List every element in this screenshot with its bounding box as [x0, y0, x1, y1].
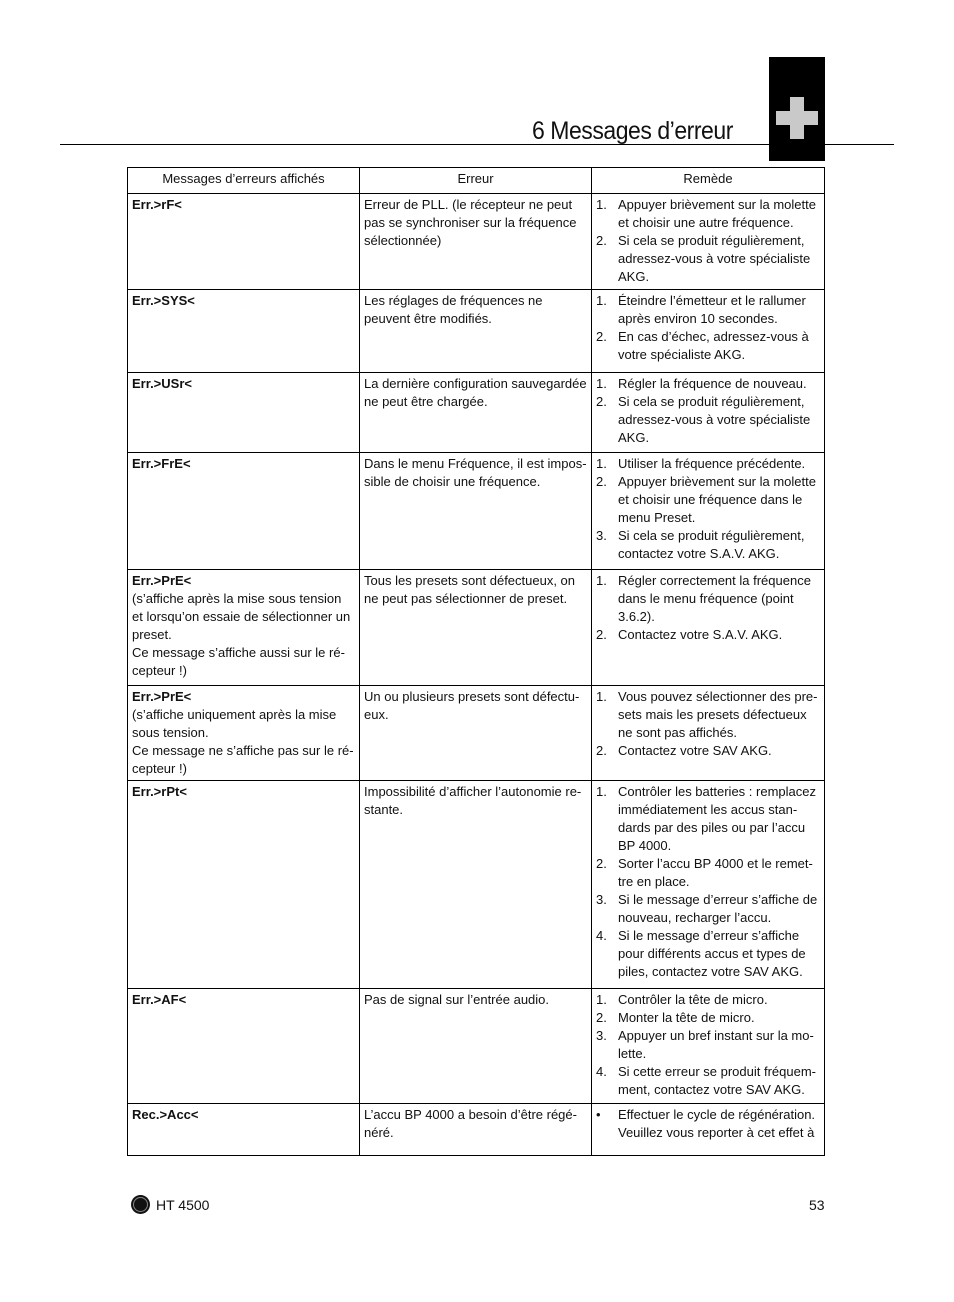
table-row	[128, 570, 825, 686]
step-number: 2.	[596, 329, 607, 344]
message-cell	[128, 1104, 360, 1156]
step-text: Contrôler les batteries : remplacez immédiatement les accus stan-dards par des piles ou par l’accu BP 4000.	[618, 784, 816, 853]
step-number: 2.	[596, 1010, 607, 1025]
error-code: Err.>rF<	[132, 197, 182, 212]
remedy-step	[596, 375, 820, 393]
remedy-list	[596, 292, 820, 364]
remedy-step	[596, 688, 820, 742]
step-number: 1.	[596, 197, 607, 212]
remedy-list	[596, 375, 820, 447]
message-cell	[128, 686, 360, 781]
remedy-step	[596, 1106, 820, 1142]
step-number: 3.	[596, 1028, 607, 1043]
message-cell	[128, 373, 360, 453]
remedy-cell	[592, 781, 825, 989]
table-row	[128, 290, 825, 373]
remedy-step	[596, 393, 820, 447]
remedy-step	[596, 232, 820, 286]
step-number: 1.	[596, 456, 607, 471]
step-text: Effectuer le cycle de régénération. Veuillez vous reporter à cet effet à	[618, 1107, 816, 1140]
remedy-list	[596, 688, 820, 760]
error-code: Err.>SYS<	[132, 293, 195, 308]
step-number: 2.	[596, 233, 607, 248]
message-cell	[128, 453, 360, 570]
table-row	[128, 194, 825, 290]
step-number: 3.	[596, 528, 607, 543]
remedy-step	[596, 927, 820, 981]
step-number: 2.	[596, 627, 607, 642]
remedy-cell	[592, 989, 825, 1104]
step-number: •	[596, 1107, 601, 1122]
akg-logo-icon	[131, 1195, 150, 1214]
error-description: La dernière configuration sauvegardée ne peut être chargée.	[360, 373, 592, 453]
error-description: Tous les presets sont défectueux, on ne peut pas sélectionner de preset.	[360, 570, 592, 686]
error-code: Err.>AF<	[132, 992, 187, 1007]
remedy-step	[596, 196, 820, 232]
table-row	[128, 781, 825, 989]
remedy-list	[596, 196, 820, 286]
message-cell	[128, 194, 360, 290]
error-code: Err.>PrE<	[132, 689, 192, 704]
error-description: Erreur de PLL. (le récepteur ne peut pas se synchroniser sur la fréquence sélectionnée)	[360, 194, 592, 290]
step-text: En cas d’échec, adressez-vous à votre spécialiste AKG.	[618, 329, 809, 362]
remedy-cell	[592, 570, 825, 686]
step-text: Contrôler la tête de micro.	[618, 992, 768, 1007]
remedy-step	[596, 783, 820, 855]
error-code: Err.>PrE<	[132, 573, 192, 588]
step-number: 1.	[596, 293, 607, 308]
error-messages-table	[127, 167, 825, 1156]
remedy-step	[596, 1027, 820, 1063]
remedy-step	[596, 572, 820, 626]
remedy-cell	[592, 686, 825, 781]
step-text: Monter la tête de micro.	[618, 1010, 755, 1025]
step-number: 1.	[596, 992, 607, 1007]
step-number: 3.	[596, 892, 607, 907]
step-text: Contactez votre SAV AKG.	[618, 743, 772, 758]
error-code: Rec.>Acc<	[132, 1107, 199, 1122]
step-number: 4.	[596, 928, 607, 943]
error-description: Pas de signal sur l’entrée audio.	[360, 989, 592, 1104]
error-code: Err.>USr<	[132, 376, 192, 391]
remedy-step	[596, 742, 820, 760]
step-text: Utiliser la fréquence précédente.	[618, 456, 806, 471]
error-description: L’accu BP 4000 a besoin d’être régé-néré.	[360, 1104, 592, 1156]
remedy-list	[596, 991, 820, 1099]
remedy-step	[596, 626, 820, 644]
remedy-cell	[592, 453, 825, 570]
step-number: 1.	[596, 376, 607, 391]
remedy-cell	[592, 373, 825, 453]
table-row	[128, 453, 825, 570]
error-code: Err.>FrE<	[132, 456, 191, 471]
message-note: (s’affiche uniquement après la mise sous tension. Ce message ne s’affiche pas sur le ré-cepteur !)	[132, 707, 354, 776]
message-cell	[128, 781, 360, 989]
step-text: Sorter l’accu BP 4000 et le remet-tre en place.	[618, 856, 813, 889]
remedy-step	[596, 527, 820, 563]
remedy-step	[596, 855, 820, 891]
step-number: 2.	[596, 856, 607, 871]
page-number: 53	[809, 1197, 825, 1213]
header-error: Erreur	[360, 168, 592, 194]
footer-model: HT 4500	[156, 1197, 210, 1213]
remedy-list	[596, 455, 820, 563]
remedy-step	[596, 473, 820, 527]
step-text: Régler la fréquence de nouveau.	[618, 376, 807, 391]
remedy-list	[596, 572, 820, 644]
remedy-step	[596, 328, 820, 364]
step-text: Contactez votre S.A.V. AKG.	[618, 627, 783, 642]
remedy-step	[596, 891, 820, 927]
remedy-step	[596, 991, 820, 1009]
header-messages: Messages d’erreurs affichés	[128, 168, 360, 194]
error-description: Impossibilité d’afficher l’autonomie re-stante.	[360, 781, 592, 989]
remedy-cell	[592, 290, 825, 373]
message-cell	[128, 989, 360, 1104]
remedy-list	[596, 783, 820, 981]
step-number: 1.	[596, 573, 607, 588]
error-description: Les réglages de fréquences ne peuvent être modifiés.	[360, 290, 592, 373]
step-number: 2.	[596, 743, 607, 758]
step-number: 1.	[596, 689, 607, 704]
remedy-cell	[592, 194, 825, 290]
remedy-list	[596, 1106, 820, 1142]
step-text: Éteindre l’émetteur et le rallumer après environ 10 secondes.	[618, 293, 806, 326]
remedy-cell	[592, 1104, 825, 1156]
step-number: 4.	[596, 1064, 607, 1079]
remedy-step	[596, 292, 820, 328]
remedy-step	[596, 1063, 820, 1099]
step-number: 2.	[596, 474, 607, 489]
step-text: Si le message d’erreur s’affiche de nouveau, recharger l’accu.	[618, 892, 818, 925]
step-text: Si cela se produit régulièrement, adressez-vous à votre spécialiste AKG.	[618, 233, 811, 284]
error-description: Un ou plusieurs presets sont défectu-eux.	[360, 686, 592, 781]
table-row	[128, 686, 825, 781]
step-text: Appuyer un bref instant sur la mo-lette.	[618, 1028, 814, 1061]
step-text: Si cette erreur se produit fréquem-ment, contactez votre SAV AKG.	[618, 1064, 816, 1097]
message-cell	[128, 290, 360, 373]
header-remedy: Remède	[592, 168, 825, 194]
table-row	[128, 989, 825, 1104]
table-row	[128, 373, 825, 453]
table-row	[128, 1104, 825, 1156]
cross-horizontal-bar	[776, 111, 818, 125]
step-number: 2.	[596, 394, 607, 409]
remedy-step	[596, 1009, 820, 1027]
step-text: Si cela se produit régulièrement, contactez votre S.A.V. AKG.	[618, 528, 805, 561]
step-text: Si cela se produit régulièrement, adressez-vous à votre spécialiste AKG.	[618, 394, 811, 445]
message-note: (s’affiche après la mise sous tension et lorsqu’on essaie de sélectionner un preset. Ce message s’affiche aussi sur le ré-cepteur !)	[132, 591, 351, 678]
step-text: Appuyer brièvement sur la molette et choisir une fréquence dans le menu Preset.	[618, 474, 816, 525]
table-header-row	[128, 168, 825, 194]
error-code: Err.>rPt<	[132, 784, 187, 799]
message-cell	[128, 570, 360, 686]
step-number: 1.	[596, 784, 607, 799]
error-description: Dans le menu Fréquence, il est impos-sible de choisir une fréquence.	[360, 453, 592, 570]
step-text: Appuyer brièvement sur la molette et choisir une autre fréquence.	[618, 197, 816, 230]
first-aid-cross-icon	[769, 57, 825, 161]
page-title: 6 Messages d’erreur	[532, 117, 733, 145]
step-text: Vous pouvez sélectionner des pre-sets mais les presets défectueux ne sont pas affichés.	[618, 689, 818, 740]
step-text: Si le message d’erreur s’affiche pour différents accus et types de piles, contactez votre SAV AKG.	[618, 928, 806, 979]
remedy-step	[596, 455, 820, 473]
step-text: Régler correctement la fréquence dans le menu fréquence (point 3.6.2).	[618, 573, 811, 624]
